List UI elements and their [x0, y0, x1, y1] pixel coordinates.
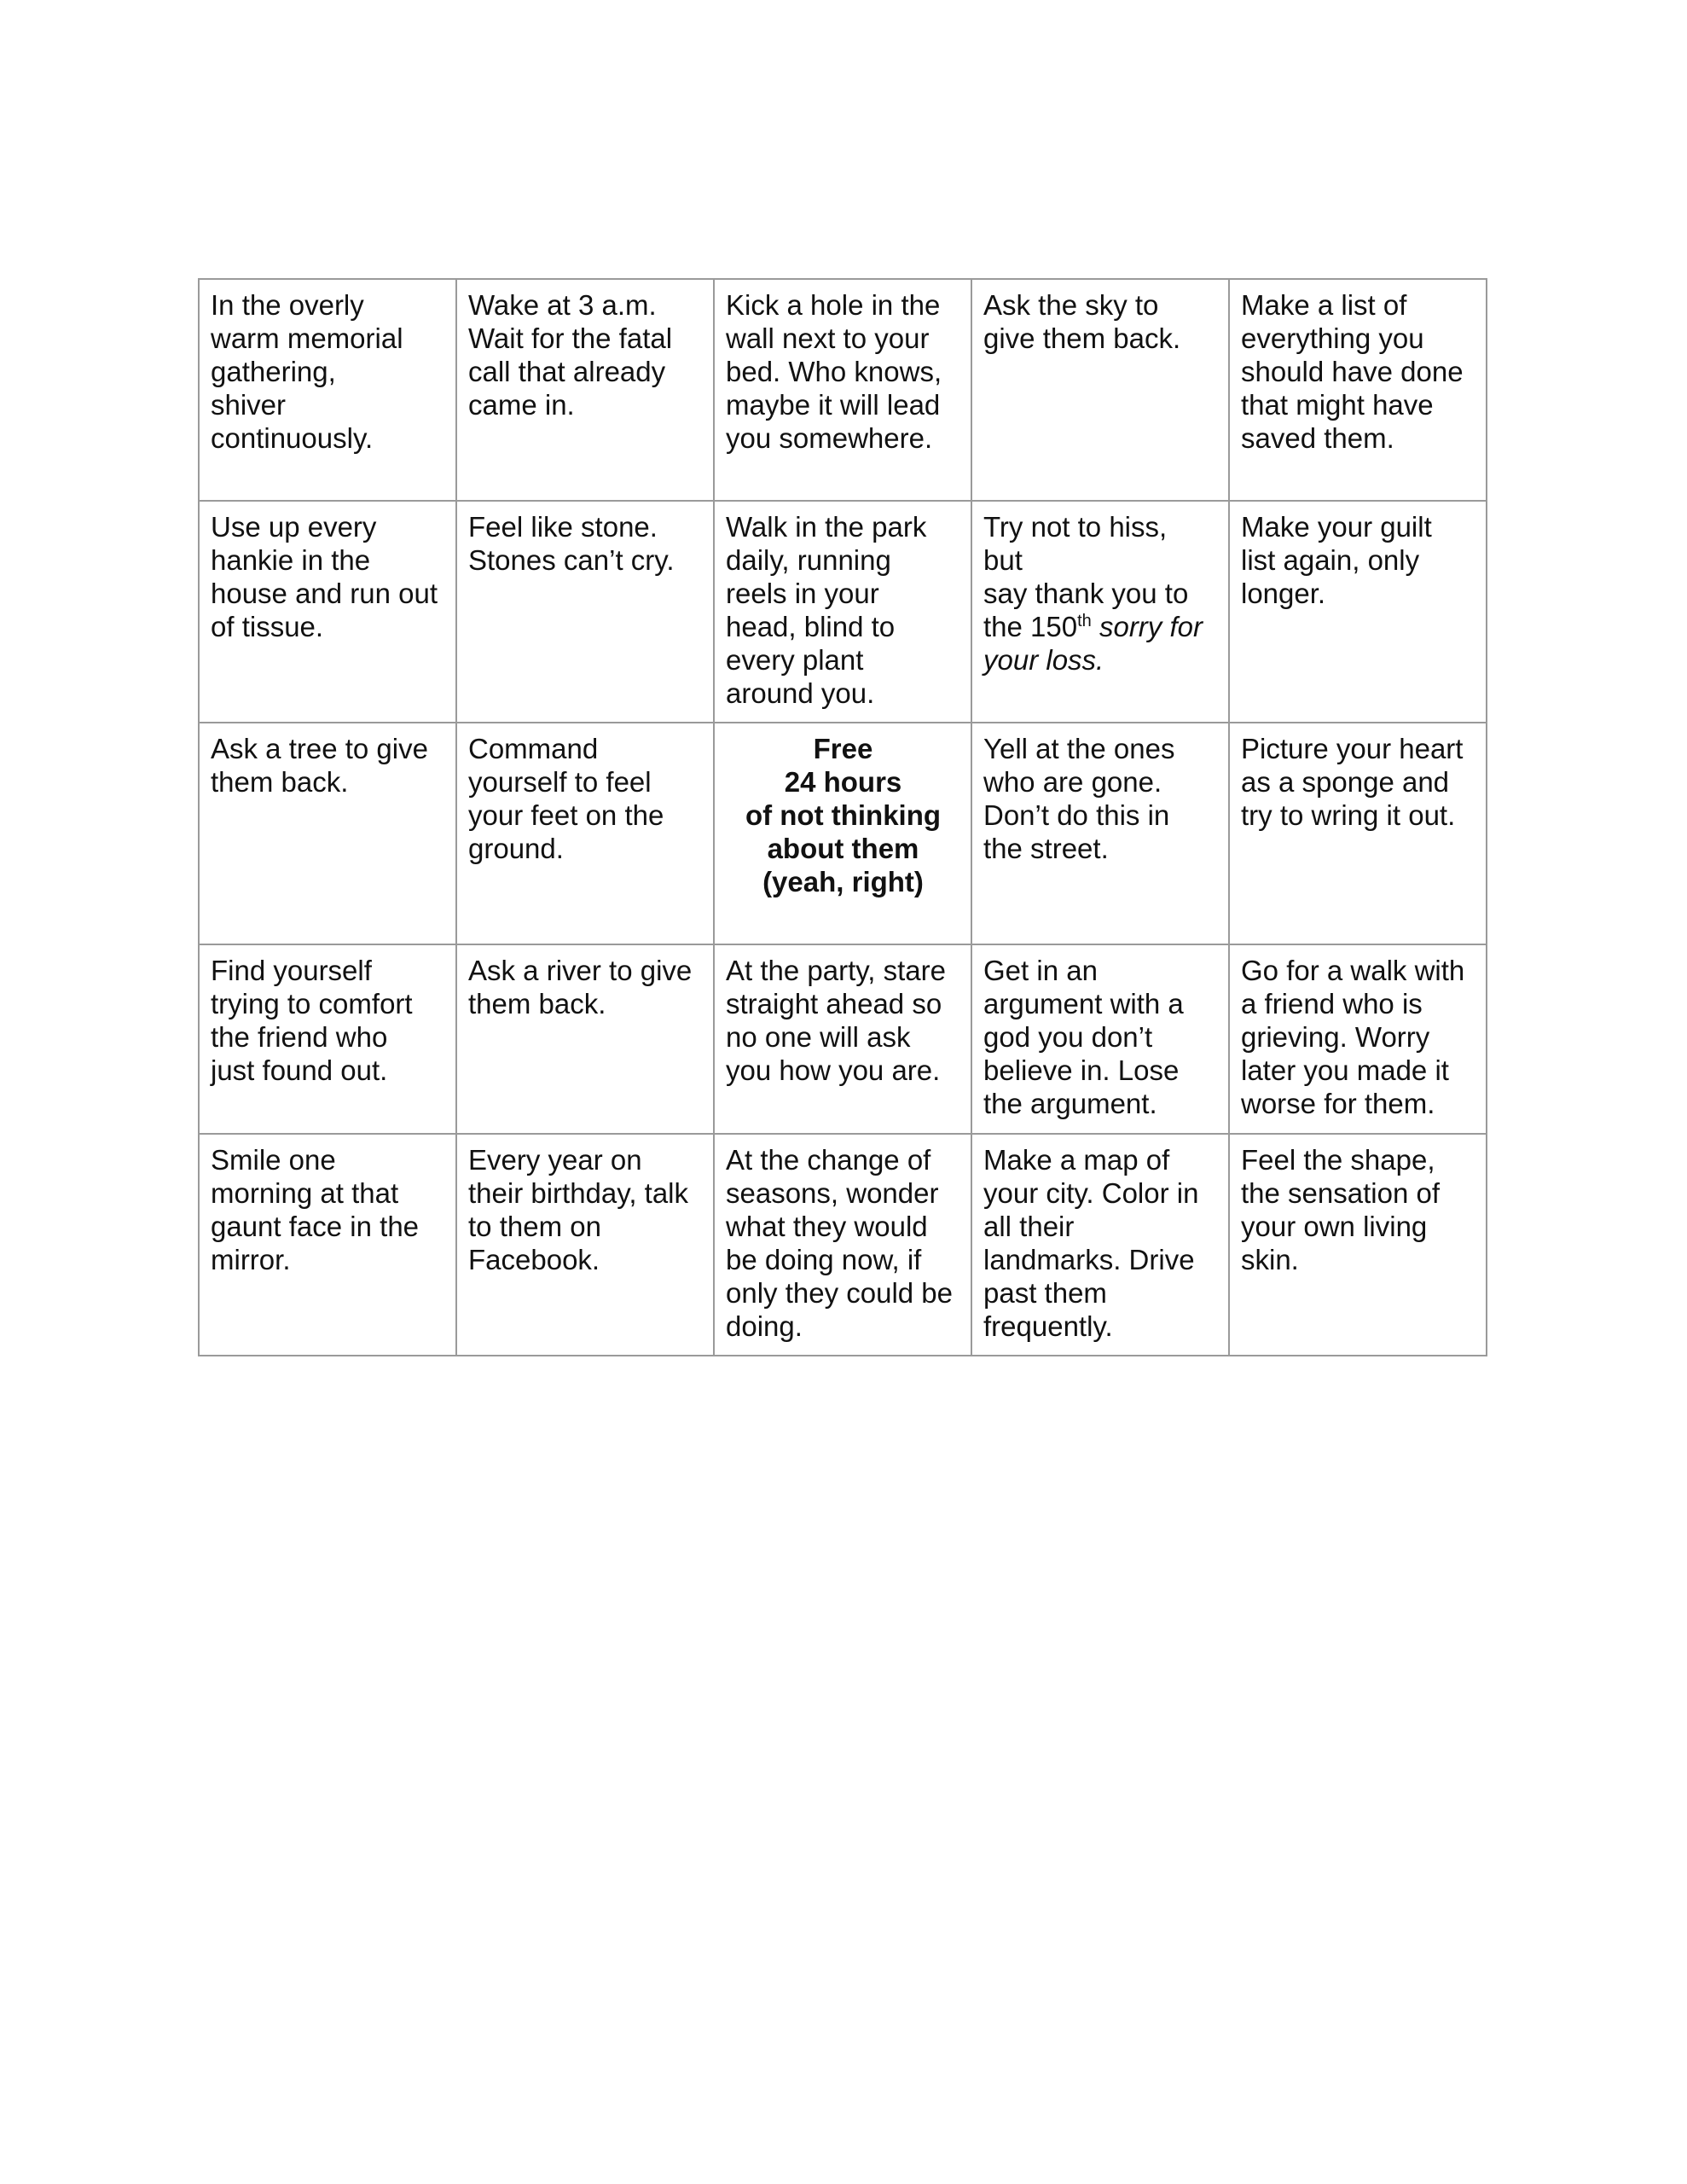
cell-text: later you made it [1241, 1054, 1449, 1086]
cell-text: Kick a hole in the [726, 289, 941, 321]
bingo-cell [199, 1134, 456, 1356]
cell-text: Command [468, 733, 599, 764]
cell-text-line [983, 610, 1218, 643]
cell-text: the street. [983, 833, 1109, 864]
bingo-cell [1229, 1134, 1487, 1356]
cell-text: wall next to your [726, 322, 930, 354]
cell-text: around you. [726, 677, 875, 709]
cell-text: no one will ask [726, 1021, 911, 1053]
cell-text: the argument. [983, 1088, 1157, 1119]
cell-text: mirror. [211, 1244, 291, 1275]
cell-text: only they could be [726, 1277, 954, 1309]
cell-text: to them on [468, 1211, 601, 1242]
bingo-cell [1229, 944, 1487, 1134]
cell-text: shiver [211, 389, 287, 421]
cell-text: all their [983, 1211, 1075, 1242]
cell-text: the sensation of [1241, 1177, 1440, 1209]
cell-text: your feet on the [468, 799, 664, 831]
bingo-cell [971, 1134, 1229, 1356]
cell-text: morning at that [211, 1177, 399, 1209]
bingo-cell [1229, 279, 1487, 501]
bingo-row [199, 944, 1487, 1134]
cell-text: doing. [726, 1310, 803, 1342]
cell-text: Make a list of [1241, 289, 1407, 321]
cell-text: Walk in the park [726, 511, 927, 543]
cell-text: seasons, wonder [726, 1177, 939, 1209]
cell-text: Feel the shape, [1241, 1144, 1435, 1176]
cell-text: At the change of [726, 1144, 931, 1176]
cell-text: Find yourself [211, 955, 372, 986]
cell-text: Yell at the ones [983, 733, 1175, 764]
cell-text: them back. [468, 988, 606, 1019]
cell-text: the friend who [211, 1021, 388, 1053]
cell-text: Picture your heart [1241, 733, 1464, 764]
cell-text: warm memorial [211, 322, 403, 354]
cell-text: maybe it will lead [726, 389, 941, 421]
cell-text: your city. Color in [983, 1177, 1199, 1209]
cell-text: every plant [726, 644, 864, 676]
cell-text: Stones can’t cry. [468, 544, 675, 576]
cell-text: Every year on [468, 1144, 642, 1176]
cell-text: Facebook. [468, 1244, 600, 1275]
cell-text: hankie in the [211, 544, 371, 576]
cell-text: ground. [468, 833, 564, 864]
cell-text: Wait for the fatal [468, 322, 673, 354]
cell-text: say thank you to [983, 578, 1189, 609]
cell-text: the 150 [983, 611, 1078, 642]
cell-text: as a sponge and [1241, 766, 1450, 798]
cell-text: should have done [1241, 356, 1464, 387]
cell-text: landmarks. Drive [983, 1244, 1195, 1275]
cell-text: a friend who is [1241, 988, 1423, 1019]
cell-text: Make a map of [983, 1144, 1170, 1176]
cell-text: argument with a [983, 988, 1184, 1019]
cell-text: skin. [1241, 1244, 1299, 1275]
bingo-cell [456, 944, 714, 1134]
cell-text: continuously. [211, 422, 374, 454]
cell-text: Try not to hiss, [983, 511, 1168, 543]
bingo-cell [199, 723, 456, 944]
bingo-cell [456, 501, 714, 723]
cell-text: past them [983, 1277, 1107, 1309]
bingo-row [199, 1134, 1487, 1356]
bingo-cell [714, 1134, 971, 1356]
cell-text: daily, running [726, 544, 891, 576]
cell-text: you somewhere. [726, 422, 933, 454]
cell-text: who are gone. [983, 766, 1162, 798]
cell-text: believe in. Lose [983, 1054, 1180, 1086]
cell-text: Ask the sky to [983, 289, 1159, 321]
bingo-cell [714, 944, 971, 1134]
cell-text: Ask a river to give [468, 955, 693, 986]
cell-text: came in. [468, 389, 575, 421]
bingo-row [199, 501, 1487, 723]
bingo-cell [714, 279, 971, 501]
cell-text: bed. Who knows, [726, 356, 942, 387]
cell-text: worse for them. [1241, 1088, 1435, 1119]
cell-text: Smile one [211, 1144, 336, 1176]
cell-text: you how you are. [726, 1054, 941, 1086]
bingo-cell [199, 944, 456, 1134]
cell-text: list again, only [1241, 544, 1420, 576]
cell-text: your own living [1241, 1211, 1428, 1242]
cell-text: Wake at 3 a.m. [468, 289, 657, 321]
cell-text: yourself to feel [468, 766, 652, 798]
bingo-cell [456, 279, 714, 501]
cell-text: what they would [726, 1211, 928, 1242]
cell-text: reels in your [726, 578, 879, 609]
cell-text: straight ahead so [726, 988, 942, 1019]
bingo-cell [971, 944, 1229, 1134]
free-space-text: of not thinking [745, 799, 942, 831]
bingo-cell [1229, 723, 1487, 944]
bingo-cell [1229, 501, 1487, 723]
cell-text: trying to comfort [211, 988, 413, 1019]
cell-text: be doing now, if [726, 1244, 922, 1275]
bingo-cell [456, 723, 714, 944]
cell-text: Make your guilt [1241, 511, 1432, 543]
cell-text: In the overly [211, 289, 364, 321]
cell-text: grieving. Worry [1241, 1021, 1430, 1053]
cell-text: their birthday, talk [468, 1177, 689, 1209]
cell-text: of tissue. [211, 611, 324, 642]
free-space-text: 24 hours [784, 766, 902, 798]
cell-text: Go for a walk with [1241, 955, 1465, 986]
bingo-cell [971, 501, 1229, 723]
cell-text: At the party, stare [726, 955, 947, 986]
cell-text: everything you [1241, 322, 1424, 354]
cell-text: house and run out [211, 578, 438, 609]
cell-text: longer. [1241, 578, 1326, 609]
cell-text: Feel like stone. [468, 511, 658, 543]
cell-text: that might have [1241, 389, 1434, 421]
bingo-row [199, 723, 1487, 944]
ordinal-suffix: th [1077, 612, 1092, 630]
cell-text: Get in an [983, 955, 1098, 986]
free-space-text: about them [767, 833, 919, 864]
bingo-cell [971, 723, 1229, 944]
bingo-cell [199, 501, 456, 723]
cell-text: Ask a tree to give [211, 733, 428, 764]
cell-text: frequently. [983, 1310, 1113, 1342]
bingo-card [198, 278, 1487, 1356]
cell-text: just found out. [211, 1054, 388, 1086]
free-space-cell [714, 723, 971, 944]
cell-text: gaunt face in the [211, 1211, 420, 1242]
cell-text-italic: your loss. [983, 644, 1104, 676]
cell-text: saved them. [1241, 422, 1394, 454]
cell-text: give them back. [983, 322, 1181, 354]
cell-text: Don’t do this in [983, 799, 1170, 831]
cell-text: try to wring it out. [1241, 799, 1456, 831]
cell-text: Use up every [211, 511, 377, 543]
cell-text: head, blind to [726, 611, 896, 642]
bingo-cell [714, 501, 971, 723]
bingo-row [199, 279, 1487, 501]
cell-text: but [983, 544, 1023, 576]
bingo-cell [971, 279, 1229, 501]
free-space-text: (yeah, right) [762, 866, 924, 897]
bingo-cell [199, 279, 456, 501]
cell-text: god you don’t [983, 1021, 1153, 1053]
cell-text-italic: sorry for [1091, 611, 1203, 642]
bingo-cell [456, 1134, 714, 1356]
cell-text: them back. [211, 766, 349, 798]
cell-text: gathering, [211, 356, 336, 387]
cell-text: call that already [468, 356, 666, 387]
free-space-text: Free [813, 733, 873, 764]
